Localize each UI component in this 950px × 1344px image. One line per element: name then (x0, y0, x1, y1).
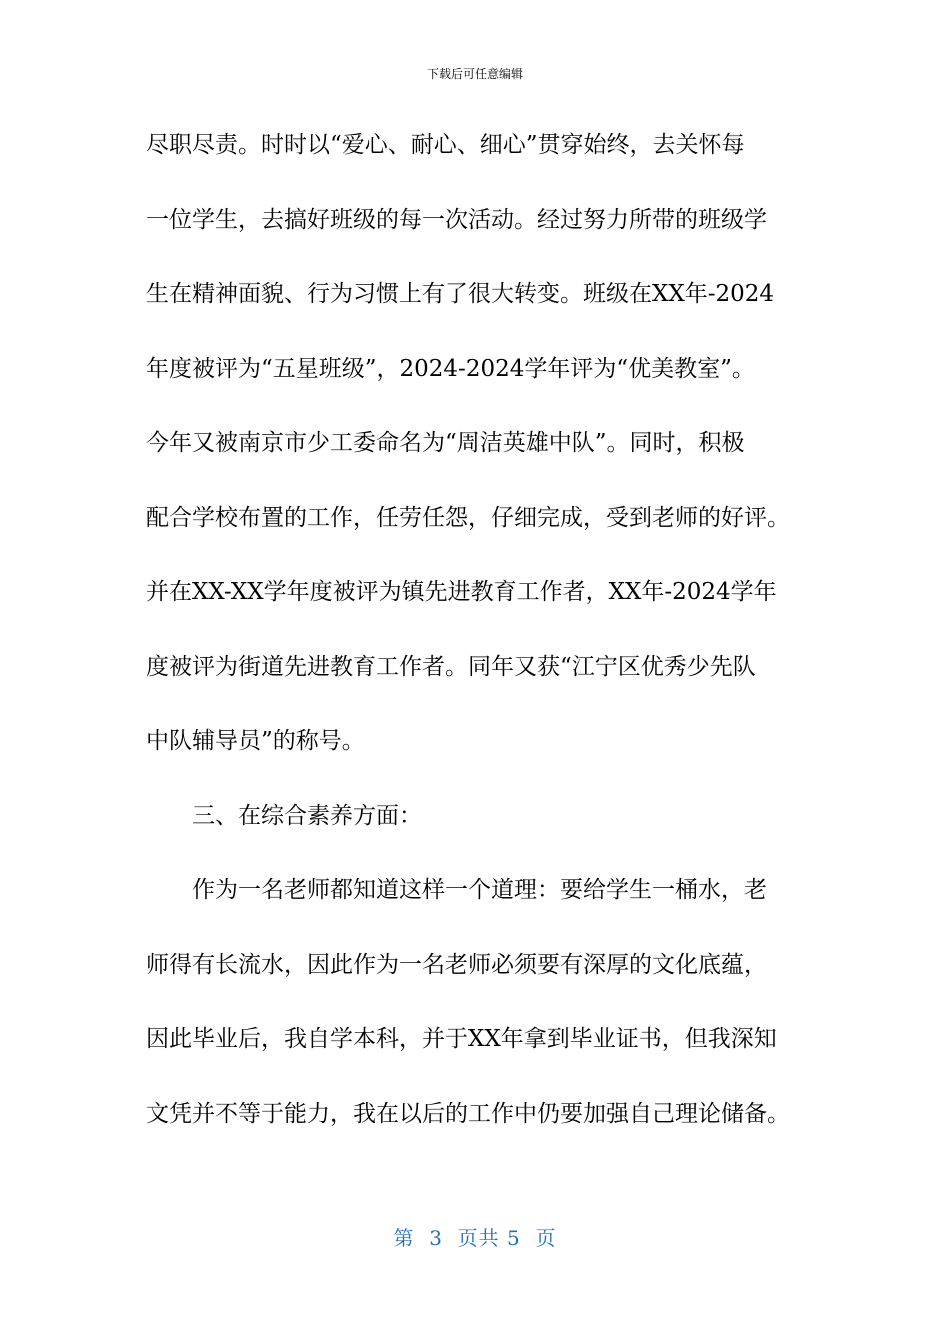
paragraph-line: 并在XX-XX学年度被评为镇先进教育工作者，XX年-2024学年 (146, 579, 777, 605)
paragraph-line: 今年又被南京市少工委命名为“周洁英雄中队”。同时，积极 (146, 430, 745, 456)
document-body (146, 120, 806, 1163)
paragraph-line: 中队辅导员”的称号。 (146, 728, 365, 754)
page-number-footer: 第 3 页共 5 页 (393, 1226, 557, 1250)
paragraph-line: 生在精神面貌、行为习惯上有了很大转变。班级在XX年-2024 (146, 281, 775, 307)
section-heading: 三、在综合素养方面： (192, 802, 422, 829)
page-header: 下载后可任意编辑 (426, 67, 523, 81)
paragraph-line: 尽职尽责。时时以“爱心、耐心、细心”贯穿始终，去关怀每 (146, 132, 745, 158)
paragraph-line: 一位学生，去搞好班级的每一次活动。经过努力所带的班级学 (146, 206, 767, 233)
paragraph-line: 作为一名老师都知道这样一个道理：要给学生一桶水，老 (192, 877, 767, 903)
paragraph-line: 因此毕业后，我自学本科，并于XX年拿到毕业证书，但我深知 (146, 1026, 777, 1052)
paragraph-line: 文凭并不等于能力，我在以后的工作中仍要加强自己理论储备。 (146, 1100, 790, 1127)
paragraph-line: 度被评为街道先进教育工作者。同年又获“江宁区优秀少先队 (146, 653, 756, 680)
paragraph-line: 年度被评为“五星班级”，2024-2024学年评为“优美教室”。 (146, 355, 755, 382)
paragraph-line: 配合学校布置的工作，任劳任怨，仔细完成，受到老师的好评。 (146, 504, 790, 531)
paragraph-line: 师得有长流水，因此作为一名老师必须要有深厚的文化底蕴， (146, 951, 767, 978)
